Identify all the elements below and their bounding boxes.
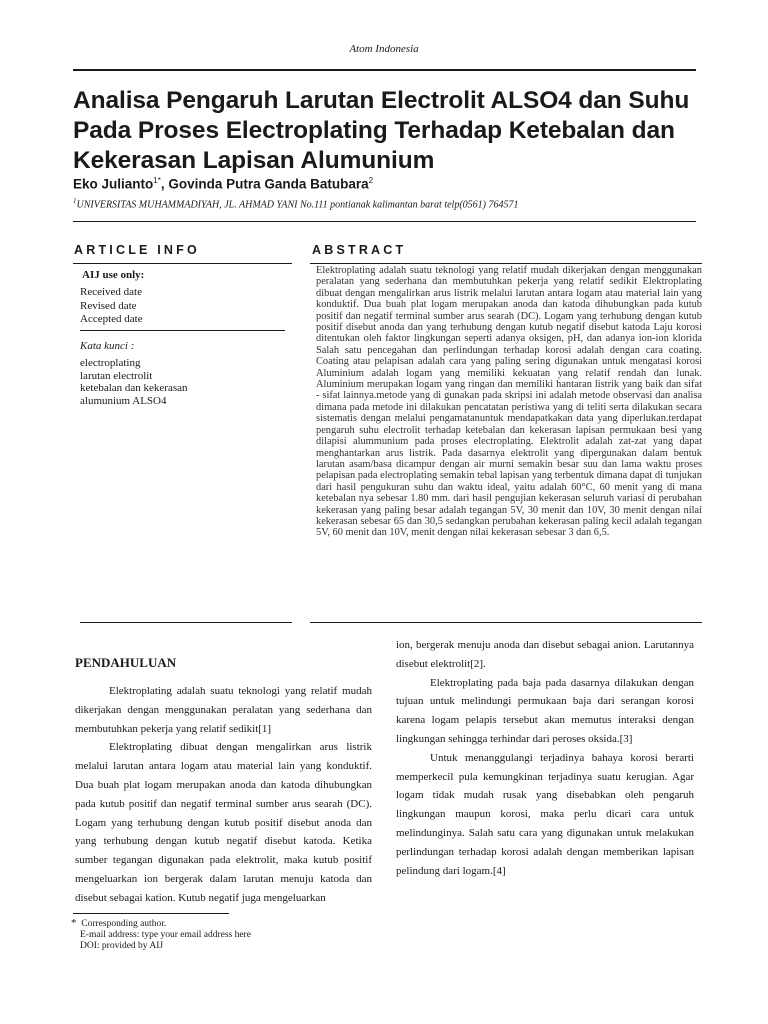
body-right-column: [396, 636, 694, 880]
keywords-divider: [80, 330, 285, 331]
abstract-text: Elektroplating adalah suatu teknologi yang relatif mudah dikerjakan dengan menggunakan peralatan yang sederhana dan membutuhkan pekerja yang relatif sedikit Elektroplating dibuat dengan mengalirkan arus listrik melalui larutan antara logam atau material lain yang konduktif. Dua buah plat logam merupakan anoda dan katoda dihubungkan pada kutub positif dan negatif terminal sumber arus searah (DC). Logam yang terhubung dengan kutub positif disebut anoda dan yang terhubung dengan kutub negatif disebut katoda Laju korosi ditentukan oleh faktor lingkungan seperti adanya oksigen, pH, dan adanya ion-ion klorida Salah satu pencegahan dan perlindungan terhadap korosi adalah dengan cara coating. Coating atau pelapisan adalah cara yang paling sering digunakan untuk mengatasi korosi Aluminium adalah logam yang memiliki kekuatan yang relatif rendah dan lunak. Aluminium merupakan logam yang ringan dan memiliki hantaran listrik yang baik dan sifat - sifat lainnya.metode yang di gunakan pada skripsi ini adalah metode observasi dan analisa dimana pada metode ini dilakukan pencatatan peristiwa yang di teliti serta dilakukan secara sistematis dengan melalui pengamatanuntuk mendapatkakan data yang diperlukan.terdapat pengaruh suhu electrolit terhadap ketebalan dan kekerasan lapisan permukaan besi yang dilapisi alummunium pada proses electroplating. Elektrolit adalah zat-zat yang dapat menghantarkan arus listrik. Pada dasarnya elektrolit yang dipergunakan dalam bentuk larutan asam/basa dicampur dengan air murni semakin besar suu dan lama waktu proses pelapisan pada electroplating semakin tebal lapisan yang terbentuk dimana dapat di tunjukan dari hasil pengukuran suhu dan waktu ideal, yaitu adalah 60°C, 60 menit yang di mana ketebalan nya sebesar 1.80 mm. dari hasil pengujian kekerasan seluruh variasi di perubahan kekerasan yang paling besar adalah tegangan 5V, 30 menit dan 10V, 30 menit dengan nilai kekerasan sebesar 65 dan 30,5 sedangkan perubahan kekerasan paling kecil adalah tegangan 5V, 60 menit dan 10V, menit dengan nilai kekerasan sebesar 3 dan 6,5.: [316, 265, 702, 539]
keyword-item: electroplating: [80, 357, 141, 369]
body-paragraph: ion, bergerak menuju anoda dan disebut sebagai anion. Larutannya disebut elektrolit[2].: [396, 639, 694, 670]
footnote-line: [71, 918, 371, 930]
affiliation-sup: 1: [73, 197, 77, 205]
aij-use-label: AIJ use only:: [82, 269, 145, 281]
affiliation-text: UNIVERSITAS MUHAMMADIYAH, JL. AHMAD YANI No.111 pontianak kalimantan barat telp(0561) 764571: [76, 199, 519, 211]
keyword-item: larutan electrolit: [80, 369, 153, 382]
body-paragraph: Elektroplating adalah suatu teknologi yang relatif mudah dikerjakan dengan menggunakan peralatan yang sederhana dan membutuhkan pekerja yang relatif sedikit[1]: [75, 685, 372, 735]
author-1-sup: 1*: [153, 176, 161, 185]
keyword-item: ketebalan dan kekerasan: [80, 382, 188, 394]
paper-title: Analisa Pengaruh Larutan Electrolit ALSO4 dan Suhu Pada Proses Electroplating Terhadap Ketebalan dan Kekerasan Lapisan Alumunium: [73, 87, 690, 174]
footnote-rule: [73, 913, 229, 914]
body-paragraph: Elektroplating dibuat dengan mengalirkan arus listrik melalui larutan antara logam atau material lain yang konduktif. Dua buah plat logam merupakan anoda dan katoda dihubungkan pada kutub positif dan negatif terminal sumber arus searah (DC). Logam yang terhubung dengan kutub positif disebut anoda dan yang terhubung dengan kutub negatif disebut katoda. Ketika sumber tegangan digunakan pada elektrolit, maka kutub positif mengeluarkan ion bergerak dalam larutan menuju katoda dan disebut sebagai kation. Kutub negatif juga mengeluarkan: [75, 741, 372, 904]
affiliation: [73, 197, 703, 210]
keywords-list: [80, 357, 290, 407]
abstract-top-rule: [310, 263, 702, 264]
author-line: [73, 176, 703, 192]
affiliation-rule: [73, 221, 696, 222]
body-paragraph: Untuk menanggulangi terjadinya bahaya korosi berarti memperkecil pula kemungkinan terjadinya suatu kerugian. Agar logam tidak mudah rusak yang disebabkan oleh pengaruh lingkungan maupun korosi, maka perlu dicari cara untuk melindunginya. Salah satu cara yang digunakan untuk melakukan perlindungan terhadap korosi adalah dengan memberikan lapisan pelindung dari logam.[4]: [396, 751, 694, 877]
keywords-label: Kata kunci :: [80, 340, 135, 352]
corresponding-author-note: Corresponding author.: [81, 919, 167, 929]
footnote-marker: *: [71, 917, 77, 929]
article-info-heading: ARTICLE INFO: [74, 243, 200, 257]
article-info-bottom-rule: [80, 622, 292, 623]
footnote: [71, 918, 371, 952]
keyword-item: alumunium ALSO4: [80, 394, 167, 407]
abstract-heading: ABSTRACT: [312, 243, 407, 257]
header-rule: [73, 69, 696, 71]
author-2-name: Govinda Putra Ganda Batubara: [168, 176, 369, 192]
abstract-bottom-rule: [310, 622, 702, 623]
author-separator: ,: [160, 176, 169, 192]
footnote-email: E-mail address: type your email address here: [80, 930, 251, 940]
footnote-doi: DOI: provided by AIJ: [80, 941, 164, 951]
author-1-name: Eko Julianto: [73, 176, 154, 192]
body-left-column: [75, 682, 372, 908]
article-info-top-rule: [73, 263, 292, 264]
received-date: Received date: [80, 286, 142, 298]
author-2-sup: 2: [368, 176, 374, 185]
revised-date: Revised date: [80, 299, 137, 312]
section-heading-pendahuluan: PENDAHULUAN: [75, 655, 177, 670]
article-dates: [80, 286, 285, 327]
journal-name: Atom Indonesia: [349, 43, 419, 55]
accepted-date: Accepted date: [80, 313, 143, 325]
body-paragraph: Elektroplating pada baja pada dasarnya dilakukan dengan tujuan untuk melindungi permukaan baja dari serangan korosi karena logam pelapis tersebut akan memutus interaksi dengan lingkungan sehingga terhindar dari peroses oksida.[3]: [396, 676, 694, 745]
